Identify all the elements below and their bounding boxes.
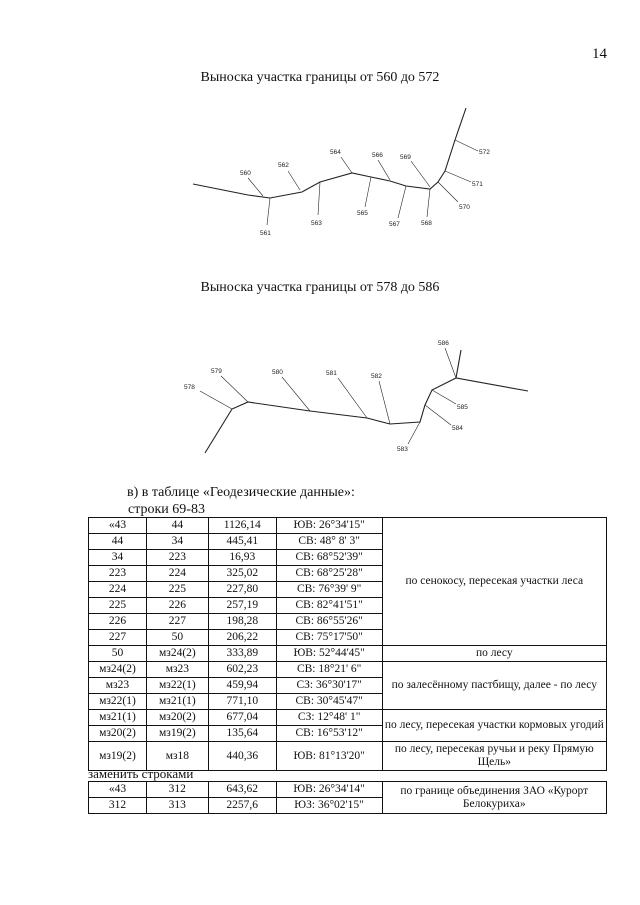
page-number: 14 (592, 46, 607, 62)
cell-bearing: СВ: 76°39' 9" (276, 582, 382, 598)
label-585: 585 (457, 404, 468, 411)
cell-to: 313 (146, 798, 208, 814)
cell-from: 44 (89, 534, 147, 550)
cell-description: по сенокосу, пересекая участки леса (382, 518, 606, 646)
cell-description: по границе объединения ЗАО «Курорт Белокуриха» (382, 782, 606, 814)
cell-from: мз22(1) (89, 694, 147, 710)
cell-bearing: СВ: 18°21' 6" (276, 662, 382, 678)
cell-to: мз21(1) (146, 694, 208, 710)
cell-length: 440,36 (208, 742, 276, 771)
diagram2-boundary-line (205, 378, 528, 453)
label-563: 563 (311, 220, 322, 227)
cell-bearing: ЮВ: 52°44'45" (276, 646, 382, 662)
cell-to: 226 (146, 598, 208, 614)
intro-text (127, 484, 355, 518)
label-565: 565 (357, 210, 368, 217)
cell-bearing: ЮВ: 81°13'20" (276, 742, 382, 771)
label-572: 572 (479, 149, 490, 156)
cell-length: 445,41 (208, 534, 276, 550)
label-567: 567 (389, 221, 400, 228)
cell-to: 223 (146, 550, 208, 566)
label-566: 566 (372, 152, 383, 159)
cell-to: мз19(2) (146, 726, 208, 742)
label-561: 561 (260, 230, 271, 237)
cell-to: 44 (146, 518, 208, 534)
diagram1 (193, 108, 478, 225)
cell-from: «43 (89, 518, 147, 534)
cell-length: 206,22 (208, 630, 276, 646)
cell-from: 226 (89, 614, 147, 630)
cell-length: 198,28 (208, 614, 276, 630)
intro-line-2: строки 69-83 (128, 502, 205, 517)
cell-bearing: СЗ: 12°48' 1" (276, 710, 382, 726)
diagram2 (200, 348, 528, 453)
cell-length: 459,94 (208, 678, 276, 694)
label-562: 562 (278, 162, 289, 169)
table-row (89, 662, 607, 678)
cell-bearing: ЮВ: 26°34'15" (276, 518, 382, 534)
label-571: 571 (472, 181, 483, 188)
cell-to: мз22(1) (146, 678, 208, 694)
diagram2-branch-line (456, 350, 461, 378)
cell-from: мз19(2) (89, 742, 147, 771)
label-584: 584 (452, 425, 463, 432)
table-row (89, 782, 607, 798)
label-579: 579 (211, 368, 222, 375)
diagram1-labels (240, 149, 490, 237)
cell-bearing: СВ: 68°25'28" (276, 566, 382, 582)
cell-to: 34 (146, 534, 208, 550)
geodetic-table-new (88, 781, 607, 814)
cell-to: 224 (146, 566, 208, 582)
cell-bearing: СЗ: 36°30'17" (276, 678, 382, 694)
cell-bearing: ЮВ: 26°34'14" (276, 782, 382, 798)
cell-length: 1126,14 (208, 518, 276, 534)
table-row (89, 518, 607, 534)
cell-from: 223 (89, 566, 147, 582)
cell-to: мз24(2) (146, 646, 208, 662)
cell-from: 227 (89, 630, 147, 646)
cell-description: по лесу (382, 646, 606, 662)
cell-from: 312 (89, 798, 147, 814)
cell-description: по лесу, пересекая участки кормовых угодий (382, 710, 606, 742)
cell-from: 50 (89, 646, 147, 662)
cell-bearing: СВ: 75°17'50" (276, 630, 382, 646)
cell-length: 2257,6 (208, 798, 276, 814)
cell-length: 771,10 (208, 694, 276, 710)
cell-length: 135,64 (208, 726, 276, 742)
table-row (89, 646, 607, 662)
label-569: 569 (400, 154, 411, 161)
cell-length: 643,62 (208, 782, 276, 798)
cell-length: 325,02 (208, 566, 276, 582)
diagram2-labels (184, 340, 468, 453)
cell-bearing: СВ: 16°53'12" (276, 726, 382, 742)
cell-length: 16,93 (208, 550, 276, 566)
cell-bearing: СВ: 82°41'51" (276, 598, 382, 614)
label-564: 564 (330, 149, 341, 156)
label-578: 578 (184, 384, 195, 391)
cell-length: 677,04 (208, 710, 276, 726)
cell-bearing: ЮЗ: 36°02'15" (276, 798, 382, 814)
cell-from: 34 (89, 550, 147, 566)
cell-bearing: СВ: 48° 8' 3" (276, 534, 382, 550)
cell-from: «43 (89, 782, 147, 798)
cell-bearing: СВ: 86°55'26" (276, 614, 382, 630)
diagram1-title: Выноска участка границы от 560 до 572 (200, 70, 440, 85)
cell-from: 225 (89, 598, 147, 614)
cell-bearing: СВ: 68°52'39" (276, 550, 382, 566)
label-583: 583 (397, 446, 408, 453)
diagram2-title: Выноска участка границы от 578 до 586 (200, 280, 440, 295)
label-568: 568 (421, 220, 432, 227)
cell-from: мз21(1) (89, 710, 147, 726)
cell-bearing: СВ: 30°45'47" (276, 694, 382, 710)
label-586: 586 (438, 340, 449, 347)
cell-to: 225 (146, 582, 208, 598)
cell-from: 224 (89, 582, 147, 598)
cell-from: мз23 (89, 678, 147, 694)
label-580: 580 (272, 369, 283, 376)
cell-to: мз18 (146, 742, 208, 771)
cell-to: 312 (146, 782, 208, 798)
label-570: 570 (459, 204, 470, 211)
label-560: 560 (240, 170, 251, 177)
cell-from: мз24(2) (89, 662, 147, 678)
label-582: 582 (371, 373, 382, 380)
cell-to: мз23 (146, 662, 208, 678)
intro-line-1: в) в таблице «Геодезические данные»: (127, 485, 355, 500)
cell-to: мз20(2) (146, 710, 208, 726)
cell-length: 257,19 (208, 598, 276, 614)
cell-to: 50 (146, 630, 208, 646)
cell-length: 227,80 (208, 582, 276, 598)
label-581: 581 (326, 370, 337, 377)
cell-from: мз20(2) (89, 726, 147, 742)
table-row (89, 710, 607, 726)
geodetic-table-old (88, 517, 607, 771)
cell-description: по залесённому пастбищу, далее - по лесу (382, 662, 606, 710)
cell-to: 227 (146, 614, 208, 630)
cell-length: 333,89 (208, 646, 276, 662)
cell-length: 602,23 (208, 662, 276, 678)
replace-label: заменить строками (88, 766, 194, 781)
diagram2-leaders (200, 348, 456, 444)
cell-description: по лесу, пересекая ручьи и реку Прямую Щель» (382, 742, 606, 771)
